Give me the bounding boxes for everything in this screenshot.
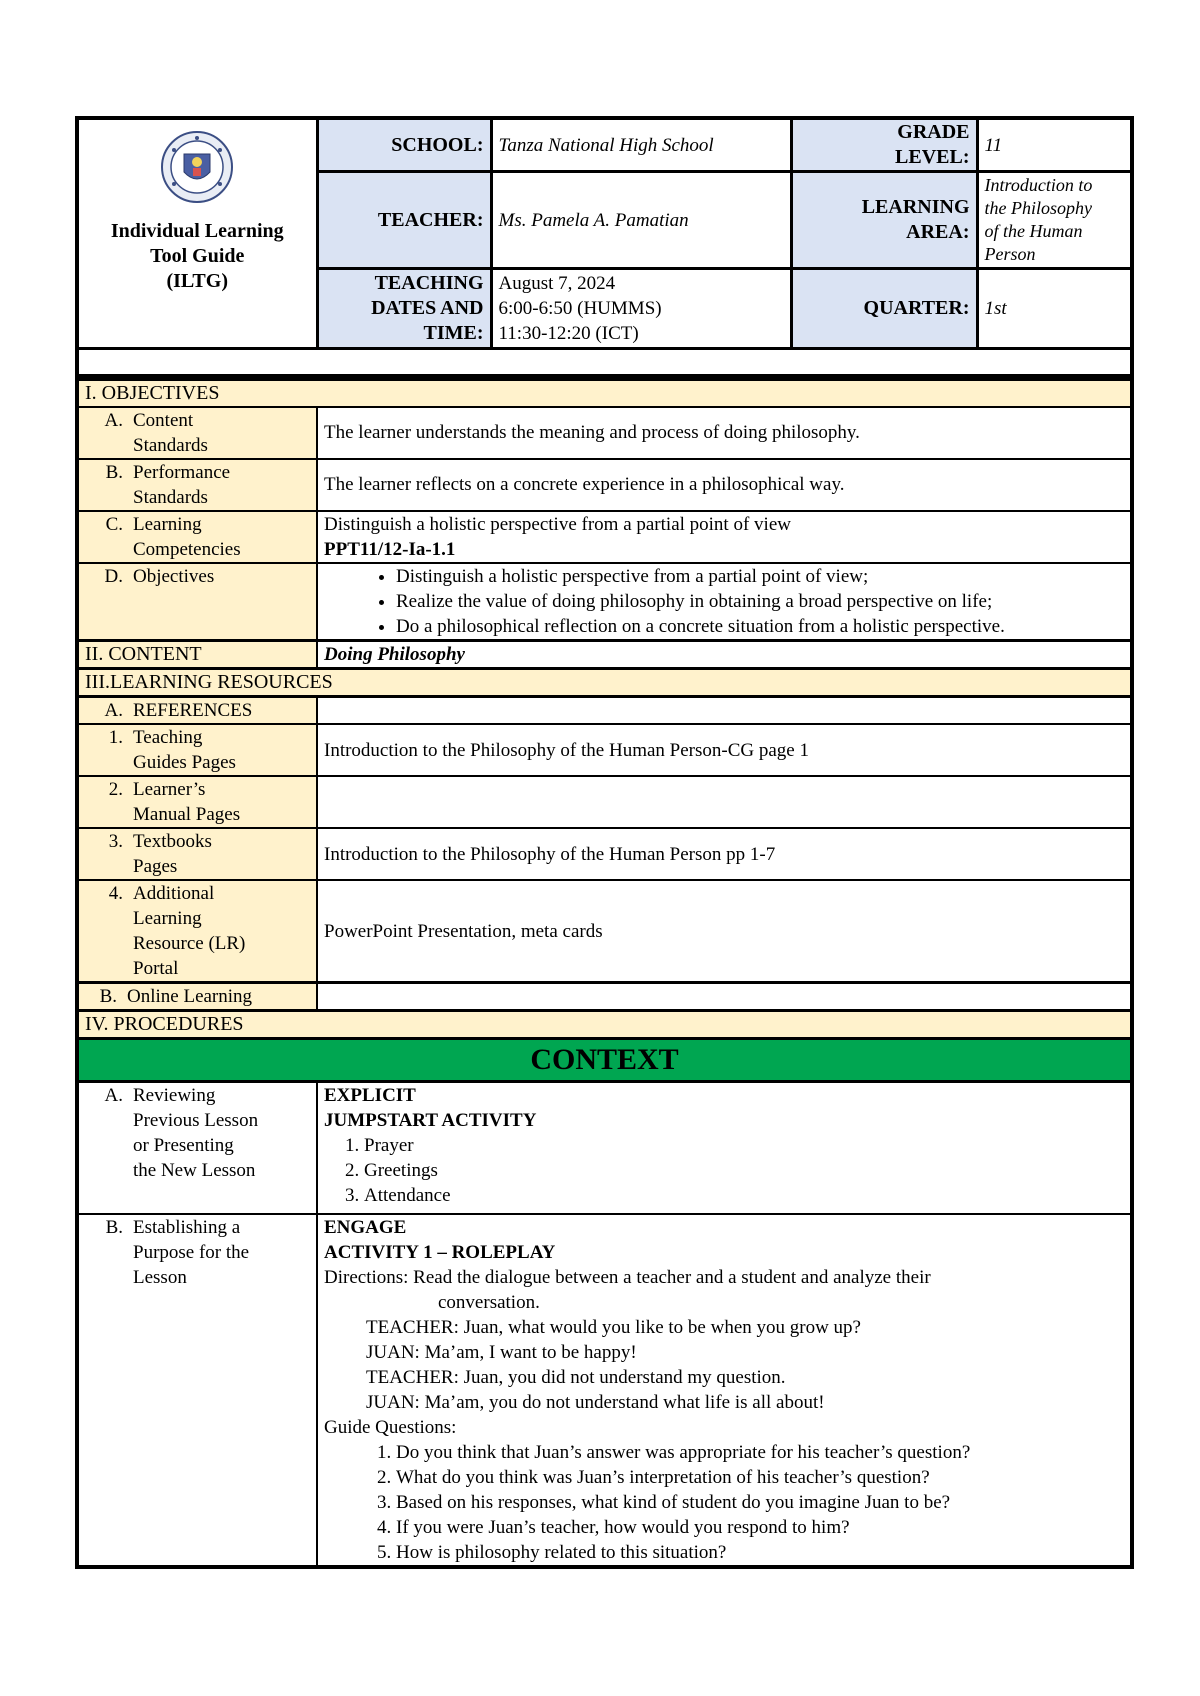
content-value: Doing Philosophy bbox=[317, 641, 1132, 669]
section-title: EXPLICIT bbox=[324, 1085, 416, 1106]
section-title: ACTIVITY 1 – ROLEPLAY bbox=[324, 1241, 556, 1263]
purpose-value bbox=[317, 1214, 1132, 1567]
label-line: Learning bbox=[133, 908, 202, 929]
tool-title-line: (ILTG) bbox=[166, 270, 228, 292]
resource-label bbox=[77, 776, 317, 828]
objectives-value bbox=[317, 563, 1132, 641]
resource-value bbox=[317, 776, 1132, 828]
header-table bbox=[75, 116, 1134, 378]
online-learning-label bbox=[77, 983, 317, 1011]
spacer-row bbox=[77, 349, 1132, 376]
dialogue-line: JUAN: Ma’am, you do not understand what life is all about! bbox=[366, 1391, 825, 1413]
dates-value bbox=[491, 269, 791, 349]
jumpstart-list bbox=[324, 1133, 1124, 1208]
label-line: Content bbox=[133, 409, 194, 431]
context-banner: CONTEXT bbox=[77, 1039, 1132, 1082]
label-line: Standards bbox=[133, 434, 208, 456]
section-title: JUMPSTART ACTIVITY bbox=[324, 1110, 537, 1131]
item-marker: A. bbox=[104, 409, 123, 431]
label-line: REFERENCES bbox=[133, 700, 253, 721]
list-item: • Do a philosophical reflection on a concrete situation from a holistic perspective. bbox=[396, 614, 1124, 639]
list-item: 3. Attendance bbox=[364, 1183, 1124, 1208]
directions-text: Directions: Read the dialogue between a teacher and a student and analyze their bbox=[324, 1266, 931, 1288]
dates-label-line: TEACHING bbox=[374, 272, 484, 294]
label-line: Establishing a bbox=[133, 1216, 241, 1238]
item-marker: 4. bbox=[108, 883, 123, 904]
deped-seal-icon bbox=[160, 130, 234, 204]
competency-code: PPT11/12-Ia-1.1 bbox=[324, 538, 456, 560]
list-item: 3. Based on his responses, what kind of student do you imagine Juan to be? bbox=[396, 1490, 1124, 1515]
area-value-line: the Philosophy bbox=[984, 198, 1092, 218]
list-item: 1. Do you think that Juan’s answer was appropriate for his teacher’s question? bbox=[396, 1440, 1124, 1465]
dialogue-line: TEACHER: Juan, you did not understand my question. bbox=[366, 1366, 786, 1388]
label-line: the New Lesson bbox=[133, 1160, 256, 1181]
label-line: Resource (LR) bbox=[133, 933, 246, 954]
list-item: • Distinguish a holistic perspective from a partial point of view; bbox=[396, 564, 1124, 589]
label-line: Objectives bbox=[133, 565, 215, 587]
item-marker: C. bbox=[105, 513, 123, 535]
tool-title-line: Individual Learning bbox=[110, 220, 284, 242]
teacher-label: TEACHER: bbox=[317, 172, 491, 269]
item-marker: B. bbox=[105, 461, 123, 483]
resource-value: PowerPoint Presentation, meta cards bbox=[317, 880, 1132, 983]
school-label: SCHOOL: bbox=[317, 118, 491, 172]
resource-label bbox=[77, 828, 317, 880]
dates-label bbox=[317, 269, 491, 349]
area-value-line: of the Human bbox=[984, 221, 1083, 241]
logo-cell bbox=[77, 118, 317, 349]
list-item: 1. Prayer bbox=[364, 1133, 1124, 1158]
dates-value-line: August 7, 2024 bbox=[498, 273, 616, 294]
area-value-line: Introduction to bbox=[984, 175, 1093, 195]
content-heading: II. CONTENT bbox=[77, 641, 317, 669]
item-marker: B. bbox=[105, 1216, 123, 1238]
directions-text: conversation. bbox=[438, 1291, 540, 1313]
dates-label-line: DATES AND bbox=[371, 297, 484, 319]
item-marker: D. bbox=[104, 565, 123, 587]
item-marker: 3. bbox=[108, 831, 123, 852]
resource-value: Introduction to the Philosophy of the Human Person pp 1-7 bbox=[317, 828, 1132, 880]
resource-value: Introduction to the Philosophy of the Human Person-CG page 1 bbox=[317, 724, 1132, 776]
list-item: 2. What do you think was Juan’s interpretation of his teacher’s question? bbox=[396, 1465, 1124, 1490]
label-line: Competencies bbox=[133, 538, 241, 560]
dates-label-line: TIME: bbox=[423, 322, 484, 344]
area-value bbox=[977, 172, 1132, 269]
purpose-label bbox=[77, 1214, 317, 1567]
guide-questions-label: Guide Questions: bbox=[324, 1416, 457, 1438]
list-item: • Realize the value of doing philosophy in obtaining a broad perspective on life; bbox=[396, 589, 1124, 614]
references-label bbox=[77, 697, 317, 725]
competencies-label bbox=[77, 511, 317, 563]
procedures-heading: IV. PROCEDURES bbox=[77, 1011, 1132, 1039]
competency-text: Distinguish a holistic perspective from a partial point of view bbox=[324, 513, 791, 535]
list-item: 2. Greetings bbox=[364, 1158, 1124, 1183]
label-line: Guides Pages bbox=[133, 752, 236, 773]
references-value bbox=[317, 697, 1132, 725]
dates-value-line: 11:30-12:20 (ICT) bbox=[498, 323, 639, 344]
label-line: Manual Pages bbox=[133, 804, 241, 825]
objectives-heading: I. OBJECTIVES bbox=[77, 379, 1132, 407]
reviewing-label bbox=[77, 1082, 317, 1214]
performance-standards-label bbox=[77, 459, 317, 511]
dialogue-line: JUAN: Ma’am, I want to be happy! bbox=[366, 1341, 637, 1363]
tool-title bbox=[85, 219, 310, 294]
area-label bbox=[791, 172, 977, 269]
item-marker: B. bbox=[99, 986, 117, 1007]
list-item: 4. If you were Juan’s teacher, how would you respond to him? bbox=[396, 1515, 1124, 1540]
label-line: Reviewing bbox=[133, 1085, 216, 1106]
objectives-label bbox=[77, 563, 317, 641]
item-marker: A. bbox=[104, 700, 123, 721]
grade-label bbox=[791, 118, 977, 172]
area-label-line: AREA: bbox=[906, 221, 970, 243]
content-standards-label bbox=[77, 407, 317, 459]
grade-label-line: GRADE bbox=[897, 121, 970, 143]
dialogue-line: TEACHER: Juan, what would you like to be when you grow up? bbox=[366, 1316, 861, 1338]
item-marker: A. bbox=[104, 1085, 123, 1106]
online-learning-value bbox=[317, 983, 1132, 1011]
label-line: or Presenting bbox=[133, 1135, 234, 1156]
reviewing-value bbox=[317, 1082, 1132, 1214]
list-item: 5. How is philosophy related to this situation? bbox=[396, 1540, 1124, 1565]
lesson-body-table bbox=[75, 378, 1134, 1569]
grade-label-line: LEVEL: bbox=[895, 146, 970, 168]
item-marker: 1. bbox=[108, 727, 123, 748]
label-line: Portal bbox=[133, 958, 179, 979]
label-line: Lesson bbox=[133, 1266, 187, 1288]
area-label-line: LEARNING bbox=[861, 196, 970, 218]
competencies-value bbox=[317, 511, 1132, 563]
grade-value: 11 bbox=[977, 118, 1132, 172]
section-title: ENGAGE bbox=[324, 1216, 407, 1238]
objectives-list bbox=[324, 564, 1124, 639]
dates-value-line: 6:00-6:50 (HUMMS) bbox=[498, 298, 662, 319]
teacher-value: Ms. Pamela A. Pamatian bbox=[491, 172, 791, 269]
resources-heading: III.LEARNING RESOURCES bbox=[77, 669, 1132, 697]
label-line: Purpose for the bbox=[133, 1241, 250, 1263]
label-line: Teaching bbox=[133, 727, 203, 748]
lesson-plan-sheet bbox=[75, 116, 1130, 1569]
label-line: Learning bbox=[133, 513, 202, 535]
label-line: Performance bbox=[133, 461, 231, 483]
label-line: Pages bbox=[133, 856, 178, 877]
label-line: Textbooks bbox=[133, 831, 212, 852]
quarter-value: 1st bbox=[977, 269, 1132, 349]
label-line: Additional bbox=[133, 883, 215, 904]
quarter-label: QUARTER: bbox=[791, 269, 977, 349]
performance-standards-value: The learner reflects on a concrete experience in a philosophical way. bbox=[317, 459, 1132, 511]
guide-questions-list bbox=[324, 1440, 1124, 1565]
label-line: Online Learning bbox=[127, 986, 253, 1007]
item-marker: 2. bbox=[108, 779, 123, 800]
label-line: Standards bbox=[133, 486, 208, 508]
content-standards-value: The learner understands the meaning and process of doing philosophy. bbox=[317, 407, 1132, 459]
label-line: Learner’s bbox=[133, 779, 206, 800]
resource-label bbox=[77, 880, 317, 983]
tool-title-line: Tool Guide bbox=[150, 245, 245, 267]
area-value-line: Person bbox=[984, 244, 1036, 264]
resource-label bbox=[77, 724, 317, 776]
label-line: Previous Lesson bbox=[133, 1110, 259, 1131]
school-value: Tanza National High School bbox=[491, 118, 791, 172]
